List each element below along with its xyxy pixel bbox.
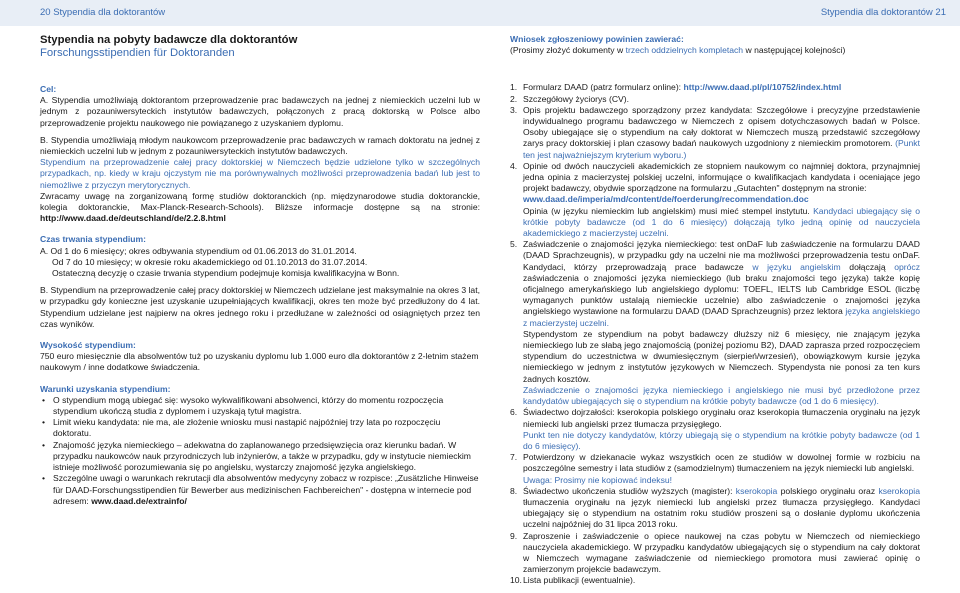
cel-b2: Stypendium na przeprowadzenie całej pracy doktorskiej w Niemczech będzie udzielone tylko w szczególnych przypadkach, np. kiedy w kraju ojczystym nie ma porównywalnych możliwości przeprowadzenia badań lub jest to niemożliwe z przyczyn merytorycznych.: [40, 157, 480, 190]
list-item: 10. Lista publikacji (ewentualnie).: [510, 575, 636, 586]
item-3-note: (Punkt ten jest najważniejszym kryterium wyboru.): [523, 138, 920, 160]
item-9-text: Zaproszenie i zaświadczenie o opiece naukowej na czas pobytu w Niemczech od niemieckiego nauczyciela akademickiego. W przypadku kandydatów ubiegających się o stypendium na cały doktorat w Niemczech wymagane zaświadczenie od niemieckiego promotora musi zawierać opinię o zamierzonym projekcie badawczym.: [523, 530, 920, 575]
item-5-text-c: dołączają: [840, 261, 895, 272]
recommendation-link[interactable]: www.daad.de/imperia/md/content/de/foerderung/recommendation.doc: [523, 194, 809, 205]
list-item: • O stypendium mogą ubiegać się: wysoko wykwalifikowani absolwenci, którzy do momentu rozpoczęcia stypendium ukończą studia z dyplomem i uzyskają tytuł magistra.: [53, 395, 480, 417]
left-column: [40, 34, 480, 507]
list-item: • Znajomość języka niemieckiego – adekwatna do zaplanowanego przedsięwzięcia oraz kierunku badań. W przypadku naukowców nauk przyrodniczych lub inżynierów, a także w przypadku, gdy w instytucie niemieckim istnieje możliwość porozumiewania się po angielsku, wystarczy znajomość języka angielskiego.: [53, 440, 480, 474]
page-title: Stypendia na pobyty badawcze dla doktorantów: [40, 34, 298, 46]
wniosek-sub-1: (Prosimy złożyć dokumenty w: [510, 45, 626, 56]
item-2-text: Szczegółowy życiorys (CV).: [523, 93, 630, 104]
item-7-note: Uwaga: Prosimy nie kopiować indeksu!: [523, 474, 673, 485]
czas-a1: A. Od 1 do 6 miesięcy; okres odbywania stypendium od 01.06.2013 do 31.01.2014.: [40, 245, 357, 256]
item-1-text: Formularz DAAD (patrz formularz online):: [523, 82, 684, 93]
wysokosc-text: 750 euro miesięcznie dla absolwentów tuż po uzyskaniu dyplomu lub 1.000 euro dla doktorantów z 2-letnim stażem naukowym / inne dodatkowe świadczenia.: [40, 351, 479, 373]
wniosek-sub-3: w następującej kolejności): [743, 45, 846, 56]
item-8-text-c: polskiego oryginału oraz: [777, 485, 879, 496]
header-bar: [0, 0, 960, 26]
wniosek-list: [510, 82, 920, 586]
header-right: Stypendia dla doktorantów 21: [820, 7, 946, 18]
section-wysokosc-heading: Wysokość stypendium:: [40, 340, 136, 351]
list-item: • Limit wieku kandydata: nie ma, ale złożenie wniosku musi nastąpić najpóźniej trzy lata po rozpoczęciu doktoratu.: [53, 417, 480, 439]
item-10-text: Lista publikacji (ewentualnie).: [523, 575, 636, 586]
item-5-text-f: języka angielskiego z macierzystej uczelni.: [523, 306, 920, 328]
wniosek-sub-2: trzech oddzielnych kompletach: [625, 45, 744, 56]
item-4-text: Opinie od dwóch nauczycieli akademickich ze stopniem naukowym co najmniej doktora, przynajmniej jedna opinia z macierzystej polskiej uczelni, informujące o kwalifikacjach kandydata i oceniające jego projekt badawczy, obydwie sporządzone na formularzu „Gutachten" dostępnym na stronie:: [523, 160, 920, 194]
section-cel-heading: Cel:: [40, 84, 57, 94]
czas-a2: Od 7 do 10 miesięcy; w okresie roku akademickiego od 01.10.2013 do 31.07.2014.: [52, 256, 368, 267]
page-subtitle: Forschungsstipendien für Doktoranden: [40, 47, 235, 59]
item-3-text: Opis projektu badawczego sporządzony przez kandydata: Szczegółowe i precyzyjne przedstawienie indywidualnego programu badawczego w Niemczech z opisem dotychczasowych badań w Polsce. Osoby ubiegające się o stypendium na cały doktorat w Niemczech muszą przedstawić szczegółowy zarys pracy doktorskiej i plan czasowy badań naukowych uzgodniony z niemieckim promotorem.: [523, 104, 920, 149]
item-5-text-g: Stypendystom ze stypendium na pobyt badawczy dłuższy niż 6 miesięcy, nie znającym języka niemieckiego lub ze słabą jego znajomością (poniżej poziomu B2), DAAD zaprasza przed rozpoczęciem stypendium do uczestnictwa w dwumiesięcznym (sierpień/wrzesień), obowiązkowym kursie języka niemieckiego w jednym z instytutów językowych w Niemczech. Stypendysta nie ponosi za ten kurs żadnych kosztów.: [523, 328, 920, 384]
item-5-text-h: Zaświadczenie o znajomości języka niemieckiego i angielskiego nie musi być przedłożone przez kandydatów ubiegających się o stypendium na krótkie pobyty badawcze (od 1 do 6 miesięcy).: [523, 384, 920, 407]
czas-b: B. Stypendium na przeprowadzenie całej pracy doktorskiej w Niemczech udzielane jest maksymalnie na okres 3 lat, w przypadku gdy konieczne jest uzyskanie uzupełniających kwalifikacji, okres ten może być przedłużony do 4 lat. Stypendium udzielane jest najpierw na okres jednego roku i przedłużane w zależności od osiągniętych przez ten czas wyników.: [40, 285, 480, 329]
item-8-text-a: Świadectwo ukończenia studiów wyższych (magister):: [523, 485, 736, 496]
wniosek-subheading: [510, 45, 920, 56]
item-5-text-b: w języku angielskim: [752, 261, 841, 272]
item-5-text-a: Zaświadczenie o znajomości języka niemieckiego: test onDaF lub zaświadczenie na formularzu DAAD (DAAD Sprachzeugnis), w przypadku gdy na uczelni nie ma możliwości przeprowadzenia testu onDaF. Kandydaci, którzy przeprowadzają prace badawcze: [523, 239, 920, 272]
czas-a3: Ostateczną decyzję o czasie trwania stypendium podejmuje komisja kwalifikacyjna w Bonn.: [52, 268, 400, 279]
section-warunki-heading: Warunki uzyskania stypendium:: [40, 383, 171, 394]
item-8-text-b: kserokopia: [735, 485, 778, 496]
header-left: 20 Stypendia dla doktorantów: [40, 7, 166, 18]
list-item: 5. Zaświadczenie o znajomości języka niemieckiego: test onDaF lub zaświadczenie na formularzu DAAD (DAAD Sprachzeugnis), w przypadku gdy na uczelni nie ma możliwości przeprowadzenia testu onDaF. Kandydaci, którzy przeprowadzają prace badawcze w języku angielskim dołączają oprócz zaświadczenia o znajomości języka niemieckiego (lub braku znajomości tego języka) także kopię oficjalnego amerykańskiego lub angielskiego dyplomu: TOEFL, IELTS lub Cambridge ESOL (liczbę wymaganych punktów ustalają niemieckie uczelnie) albo zaświadczenie o znajomości języka angielskiego wystawione na formularzu DAAD (DAAD Sprachzeugnis) przez lektora języka angielskiego z macierzystej uczelni. Stypendystom ze stypendium na pobyt badawczy dłuższy niż 6 miesięcy, nie znającym języka niemieckiego lub ze słabą jego znajomością (poniżej poziomu B2), DAAD zaprasza przed rozpoczęciem stypendium do uczestnictwa w dwumiesięcznym (sierpień/wrzesień), obowiązkowym kursie języka niemieckiego w jednym z instytutów językowych w Niemczech. Stypendysta nie ponosi za ten kurs żadnych kosztów. Zaświadczenie o znajomości języka niemieckiego i angielskiego nie musi być przedłożone przez kandydatów ubiegających się o stypendium na krótkie pobyty badawcze (od 1 do 6 miesięcy).: [510, 239, 920, 407]
extrainfo-link[interactable]: www.daad.de/extrainfo/: [91, 495, 187, 506]
item-5-text-d: oprócz: [894, 261, 920, 272]
cel-a: A. Stypendia umożliwiają doktorantom przeprowadzenie prac badawczych na jednej z niemieckich uczelni lub w jednym z pozauniwersyteckich instytutów badawczych, połączonych z pracą doktorską w Polsce albo przeprowadzenie projektu naukowego nie powiązanego z uzyskaniem dyplomu.: [40, 95, 480, 128]
list-item: 9. Zaproszenie i zaświadczenie o opiece naukowej na czas pobytu w Niemczech od niemieckiego nauczyciela akademickiego. W przypadku kandydatów ubiegających się o stypendium na cały doktorat w Niemczech wymagane zaświadczenie od niemieckiego promotora musi zawierać opinię o zamierzonym projekcie badawczym.: [510, 530, 920, 575]
list-item: 4. Opinie od dwóch nauczycieli akademickich ze stopniem naukowym co najmniej doktora, przynajmniej jedna opinia z macierzystej polskiej uczelni, informujące o kwalifikacjach kandydata i oceniające jego projekt badawczy, obydwie sporządzone na formularzu „Gutachten" dostępnym na stronie: www.daad.de/imperia/md/content/de/foerderung/recommendation.doc Opinia (w języku niemieckim lub angielskim) musi mieć stempel instytutu. Kandydaci ubiegający się o krótkie pobyty badawcze (od 1 do 6 miesięcy) dołączają tylko jedną opinię od nauczyciela akademickiego z macierzystej uczelni.: [510, 160, 920, 239]
item-7-text: Potwierdzony w dziekanacie wykaz wszystkich ocen ze studiów w dowolnej formie w rozbiciu na poszczególne semestry i lata studiów z (samodzielnym) tłumaczeniem na język niemiecki lub angielski.: [523, 452, 920, 474]
list-item: [53, 473, 480, 507]
item-8-text-e: tłumaczenia oryginału na język niemiecki lub angielski przez tłumacza przysięgłego. Kandydaci ubiegający się o stypendium na ostatnim roku studiów proszeni są o dosłanie dyplomu ukończenia uczelni najpóźniej do 31 lipca 2013 roku.: [523, 496, 920, 530]
cel-b3: [40, 191, 480, 225]
list-item: 8. Świadectwo ukończenia studiów wyższych (magister): kserokopia polskiego oryginału oraz kserokopia tłumaczenia oryginału na język niemiecki lub angielski przez tłumacza przysięgłego. Kandydaci ubiegający się o stypendium na ostatnim roku studiów proszeni są o dosłanie dyplomu ukończenia uczelni najpóźniej do 31 lipca 2013 roku.: [510, 485, 920, 530]
list-item: 1. Formularz DAAD (patrz formularz online): http://www.daad.pl/pl/10752/index.html: [510, 82, 842, 93]
warunki-list: [40, 395, 480, 507]
cel-b3-text: Zwracamy uwagę na zorganizowaną formę studiów doktoranckich (np. międzynarodowe studia doktoranckie, kolegia doktoranckie, Max-Planck-Research-Schools). Bliższe informacje dostępne są na stronie:: [40, 190, 480, 213]
list-item: 7. Potwierdzony w dziekanacie wykaz wszystkich ocen ze studiów w dowolnej formie w rozbiciu na poszczególne semestry i lata studiów z (samodzielnym) tłumaczeniem na język niemiecki lub angielski. Uwaga: Prosimy nie kopiować indeksu!: [510, 452, 920, 485]
item-4-stamp: Opinia (w języku niemieckim lub angielskim) musi mieć stempel instytutu.: [523, 205, 814, 216]
section-czas-heading: Czas trwania stypendium:: [40, 234, 147, 245]
item-8-text-d: kserokopia: [878, 485, 920, 496]
item-6-text: Świadectwo dojrzałości: kserokopia polskiego oryginału oraz kserokopia tłumaczenia oryginału na język niemiecki lub angielski przez tłumacza przysięgłego.: [523, 407, 920, 429]
item-4-note: Kandydaci ubiegający się o krótkie pobyty badawcze (od 1 do 6 miesięcy) dołączają tylko jedną opinię od nauczyciela akademickiego z macierzystej uczelni.: [523, 205, 920, 239]
warunki-4-text: Szczególne uwagi o warunkach rekrutacji dla absolwentów medycyny zobacz w rozpisce: „Zusätzliche Hinweise für DAAD-Forschungsstipendien für Bewerber aus medizinischen Fachbereichen" - dostępna w internecie pod adresem:: [53, 473, 479, 506]
list-item: 3. Opis projektu badawczego sporządzony przez kandydata: Szczegółowe i precyzyjne przedstawienie indywidualnego programu badawczego w Niemczech z opisem dotychczasowych badań w Polsce. Osoby ubiegające się o stypendium na cały doktorat w Niemczech muszą przedstawić szczegółowy zarys pracy doktorskiej i plan czasowy badań naukowych uzgodniony z niemieckim promotorem. (Punkt ten jest najważniejszym kryterium wyboru.): [510, 104, 920, 160]
right-column: [510, 34, 920, 587]
list-item: 6. Świadectwo dojrzałości: kserokopia polskiego oryginału oraz kserokopia tłumaczenia oryginału na język niemiecki lub angielski przez tłumacza przysięgłego. Punkt ten nie dotyczy kandydatów, którzy ubiegają się o stypendium na krótkie pobyty badawcze (od 1 do 6 miesięcy).: [510, 407, 920, 451]
daad-form-link[interactable]: http://www.daad.pl/pl/10752/index.html: [683, 82, 842, 93]
wniosek-heading: Wniosek zgłoszeniowy powinien zawierać:: [510, 34, 684, 44]
item-5-text-e: zaświadczenia o znajomości języka niemieckiego (lub braku znajomości tego języka) także kopię oficjalnego amerykańskiego lub angielskiego dyplomu: TOEFL, IELTS lub Cambridge ESOL (liczbę wymaganych punktów ustalają niemieckie uczelnie) albo zaświadczenie o znajomości języka angielskiego wystawione na formularzu DAAD (DAAD Sprachzeugnis) przez lektora: [523, 272, 920, 317]
cel-b1: B. Stypendia umożliwiają młodym naukowcom przeprowadzenie prac badawczych w ramach doktoratu na jednej z niemieckich uczelni lub w jednym z pozauniwersyteckich instytutów badawczych.: [40, 134, 480, 157]
cel-b3-link[interactable]: http://www.daad.de/deutschland/de/2.2.8.html: [40, 213, 226, 224]
item-6-note: Punkt ten nie dotyczy kandydatów, którzy ubiegają się o stypendium na krótkie pobyty badawcze (od 1 do 6 miesięcy).: [523, 429, 920, 451]
list-item: 2. Szczegółowy życiorys (CV).: [510, 93, 630, 104]
